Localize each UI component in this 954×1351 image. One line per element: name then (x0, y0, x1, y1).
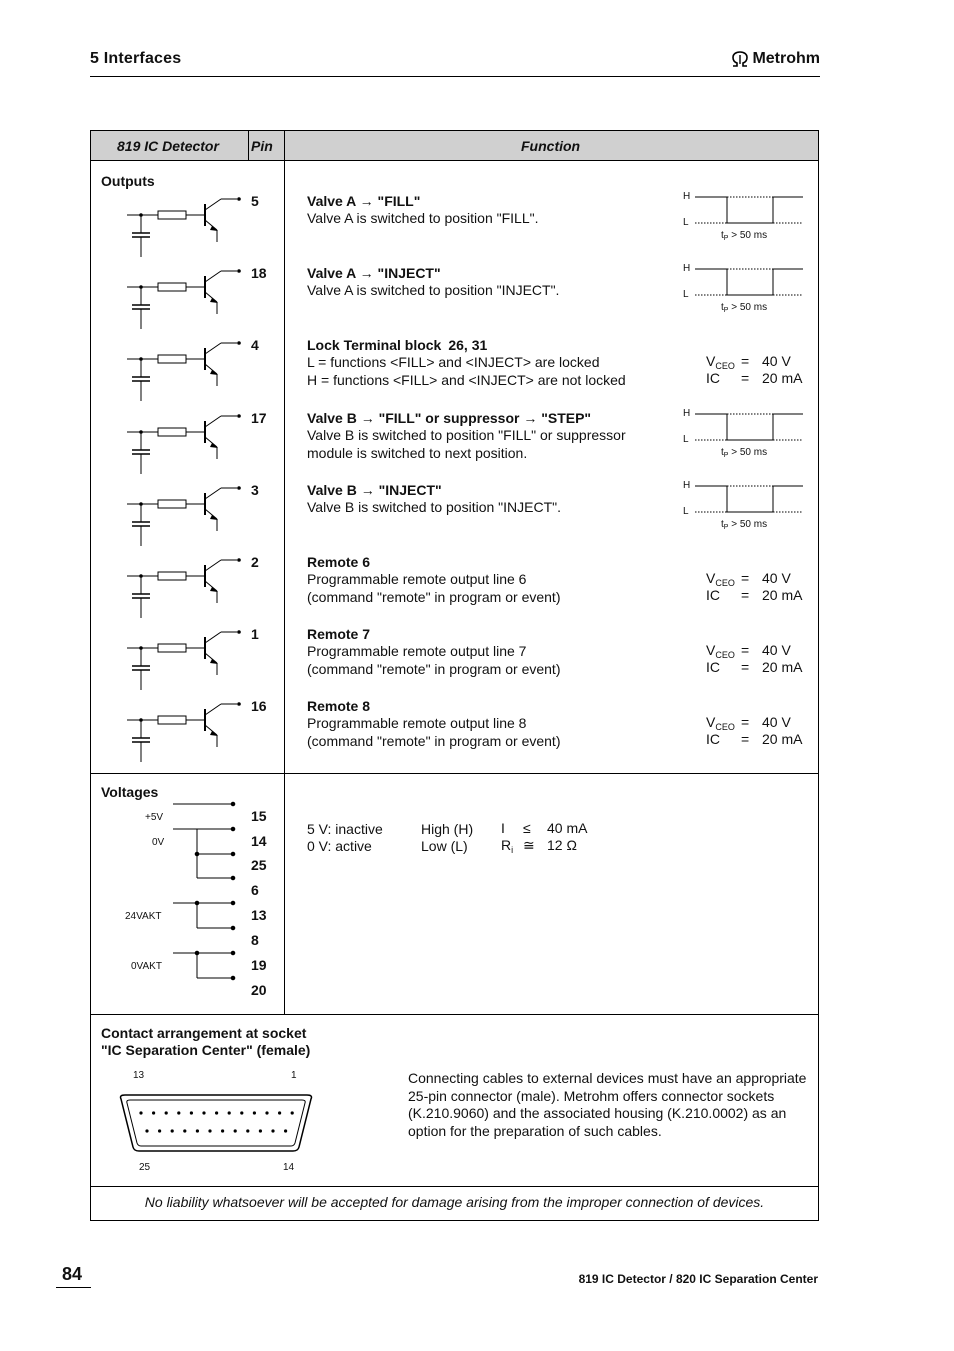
voltage-state: 0 V: active (307, 838, 372, 854)
pulse-diagram (681, 406, 811, 446)
contact-paragraph: Connecting cables to external devices must have an appropriate 25-pin connector (male). Metrohm offers connector sockets (K.210.9060) and the associated housing (K.210.0002) as an option for the preparation of such cables. (408, 1070, 807, 1139)
socket-pin-dot (228, 1111, 231, 1114)
contact-label: Contact arrangement at socket (101, 1025, 307, 1041)
current-symbol: I (501, 820, 505, 836)
equals-sign: = (741, 587, 750, 603)
function-title: Valve A → "INJECT" (307, 265, 441, 282)
vceo-value: 40 V (762, 642, 791, 659)
socket-pin-dot (145, 1129, 148, 1132)
vceo-value: 40 V (762, 353, 791, 370)
function-description: (command "remote" in program or event) (307, 661, 561, 678)
function-title: Valve B → "INJECT" (307, 481, 442, 498)
socket-pin-dot (196, 1129, 199, 1132)
pulse-width: $t_P > 50$ ms (721, 230, 768, 242)
wire-label: +5V (145, 812, 164, 823)
equals-sign: = (741, 353, 750, 370)
socket-pin-dot (234, 1129, 237, 1132)
pin-number: 3 (251, 481, 259, 498)
pin-number: 14 (251, 833, 267, 849)
contact-label: "IC Separation Center" (female) (101, 1042, 311, 1058)
pin-number: 1 (251, 626, 259, 643)
socket-pin-label: 13 (133, 1070, 145, 1081)
socket-pin-dot (208, 1129, 211, 1132)
socket-pin-dot (183, 1129, 186, 1132)
equals-sign: = (741, 642, 750, 659)
pin-number: 15 (251, 808, 267, 824)
socket-pin-dot (221, 1129, 224, 1132)
pulse-level-label: L (683, 505, 689, 517)
pin-number: 2 (251, 554, 259, 570)
equals-sign: = (741, 659, 750, 676)
function-description: (command "remote" in program or event) (307, 589, 561, 605)
pin-number: 6 (251, 882, 259, 898)
pulse-width: $t_P > 50$ ms (721, 446, 768, 459)
function-title: Valve B → "FILL" or suppressor → "STEP" (307, 409, 592, 426)
column-header-function: Function (521, 138, 581, 154)
function-title: Lock Terminal block 26, 31 (307, 337, 488, 354)
header-rule (90, 76, 820, 77)
pin-number: 25 (251, 857, 267, 873)
outputs-label: Outputs (101, 173, 155, 189)
voltages-label: Voltages (101, 784, 159, 800)
socket-pin-dot (215, 1111, 218, 1114)
function-title: Remote 8 (307, 698, 371, 715)
function-description: Valve A is switched to position "FILL". (307, 210, 539, 226)
socket-pin-dot (240, 1111, 243, 1114)
divider (91, 1014, 818, 1015)
socket-pin-dot (278, 1111, 281, 1114)
pulse-level-label: H (683, 191, 691, 202)
disclaimer: No liability whatsoever will be accepted for damage arising from the improper connection of devices. (144, 1194, 765, 1210)
vceo-symbol: $V_{CEO}$ (706, 714, 735, 733)
function-title: Remote 6 (307, 554, 371, 570)
wire-label: 0VAKT (131, 961, 162, 972)
relation-symbol: ≅ (523, 837, 535, 853)
socket-pin-dot (246, 1129, 249, 1132)
pin-number: 8 (251, 932, 259, 948)
transistor-output-symbol (121, 189, 271, 261)
socket-pin-dot (284, 1129, 287, 1132)
socket-pin-label: 14 (283, 1162, 295, 1173)
pulse-level-label: L (683, 433, 689, 445)
socket-pin-dot (171, 1129, 174, 1132)
logic-level: Low (L) (421, 838, 468, 854)
socket-pin-dot (152, 1111, 155, 1114)
socket-pin-label: 1 (291, 1070, 297, 1081)
terminal-reference: 26, 31 (448, 337, 488, 354)
pin-number: 5 (251, 193, 259, 209)
socket-pin-dot (271, 1129, 274, 1132)
ic-symbol: IC (706, 587, 720, 603)
function-title: Remote 7 (307, 626, 371, 643)
ic-symbol: IC (706, 731, 720, 748)
pin-number: 17 (251, 409, 267, 426)
pulse-level-label: L (683, 289, 689, 301)
socket-pin-dot (265, 1111, 268, 1114)
socket-pin-dot (158, 1129, 161, 1132)
pulse-width: $t_P > 50$ ms (721, 518, 768, 531)
transistor-output-symbol (121, 550, 271, 622)
pin-number: 16 (251, 698, 267, 715)
brand-logo (731, 50, 820, 68)
brand-name: Metrohm (752, 50, 820, 67)
pulse-level-label: H (683, 479, 691, 491)
equals-sign: = (741, 570, 750, 586)
pulse-diagram (681, 189, 811, 229)
socket-pin-dot (253, 1111, 256, 1114)
pin-number: 4 (251, 337, 259, 354)
pin-number: 18 (251, 265, 267, 282)
pin-number: 13 (251, 907, 267, 923)
pin-assignment-table (90, 130, 819, 1221)
equals-sign: = (741, 370, 750, 387)
function-description: Programmable remote output line 8 (307, 715, 527, 732)
transistor-output-symbol (121, 406, 271, 478)
function-description: module is switched to next position. (307, 444, 528, 461)
socket-pin-dot (177, 1111, 180, 1114)
ic-value: 20 mA (762, 731, 803, 748)
footer-text: 819 IC Detector / 820 IC Separation Center (578, 1272, 818, 1286)
function-description: H = functions <FILL> and <INJECT> are not locked (307, 372, 626, 389)
voltage-state: 5 V: inactive (307, 821, 383, 837)
pulse-diagram (681, 478, 811, 518)
divider (284, 131, 285, 1014)
vceo-symbol: $V_{CEO}$ (706, 353, 735, 372)
column-header-pin: Pin (251, 138, 273, 154)
divider (91, 1186, 818, 1187)
socket-pin-dot (139, 1111, 142, 1114)
current-value: 40 mA (547, 820, 588, 836)
function-description: Valve B is switched to position "INJECT". (307, 498, 561, 515)
logic-level: High (H) (421, 821, 474, 837)
omega-logo-icon (731, 51, 749, 67)
pulse-level-label: H (683, 263, 691, 275)
pulse-diagram (681, 261, 811, 301)
page-number: 84 (62, 1264, 83, 1284)
vceo-value: 40 V (762, 714, 791, 731)
vceo-symbol: $V_{CEO}$ (706, 642, 735, 661)
equals-sign: = (741, 731, 750, 748)
transistor-output-symbol (121, 622, 271, 694)
ic-symbol: IC (706, 370, 720, 387)
function-description: Programmable remote output line 7 (307, 643, 527, 660)
resistance-symbol: $R_i$ (501, 837, 514, 855)
section-title: 5 Interfaces (90, 50, 182, 67)
transistor-output-symbol (121, 333, 271, 405)
divider (248, 131, 249, 160)
transistor-output-symbol (121, 478, 271, 550)
pin-number: 19 (251, 957, 267, 973)
function-title: Valve A → "FILL" (307, 193, 421, 209)
page-number-rule (56, 1287, 91, 1288)
socket-pin-dot (202, 1111, 205, 1114)
function-description: (command "remote" in program or event) (307, 733, 561, 750)
wire-label: 24VAKT (125, 911, 162, 922)
pulse-width: $t_P > 50$ ms (721, 302, 768, 315)
vceo-value: 40 V (762, 570, 791, 586)
socket-pin-dot (291, 1111, 294, 1114)
ic-value: 20 mA (762, 370, 803, 387)
socket-pin-dot (165, 1111, 168, 1114)
dsub25-socket-diagram (111, 1091, 321, 1157)
pulse-level-label: H (683, 407, 691, 419)
pulse-level-label: L (683, 217, 689, 228)
function-description: L = functions <FILL> and <INJECT> are locked (307, 354, 600, 371)
function-description: Valve A is switched to position "INJECT". (307, 282, 560, 299)
ic-value: 20 mA (762, 587, 803, 603)
transistor-output-symbol (121, 694, 271, 766)
socket-pin-dot (259, 1129, 262, 1132)
table-header (91, 131, 818, 161)
function-description: Valve B is switched to position "FILL" or suppressor (307, 426, 626, 443)
function-description: Programmable remote output line 6 (307, 571, 527, 587)
ic-symbol: IC (706, 659, 720, 676)
equals-sign: = (741, 714, 750, 731)
resistance-value: 12 Ω (547, 837, 577, 853)
vceo-symbol: $V_{CEO}$ (706, 570, 735, 588)
relation-symbol: ≤ (523, 820, 531, 836)
pin-number: 20 (251, 982, 267, 998)
socket-pin-dot (190, 1111, 193, 1114)
wire-label: 0V (152, 837, 165, 848)
ic-value: 20 mA (762, 659, 803, 676)
column-header-device: 819 IC Detector (117, 138, 219, 154)
transistor-output-symbol (121, 261, 271, 333)
socket-pin-label: 25 (139, 1162, 151, 1173)
